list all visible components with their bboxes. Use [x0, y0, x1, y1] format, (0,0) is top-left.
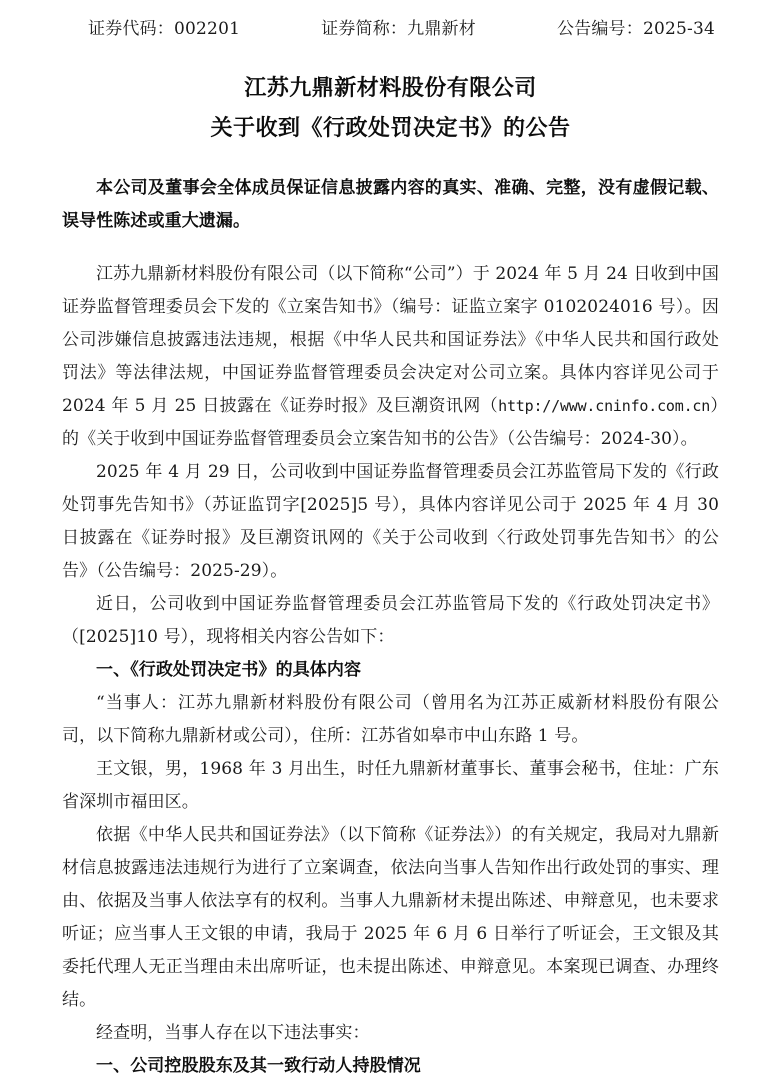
- disclaimer-statement: 本公司及董事会全体成员保证信息披露内容的真实、准确、完整，没有虚假记载、误导性陈述或重大遗漏。: [62, 178, 719, 231]
- announcement-number-label: 公告编号：: [556, 19, 643, 39]
- security-code: [88, 14, 240, 44]
- paragraph-case-filing-part2: ）的《关于收到中国证券监督管理委员会立案告知书的公告》（公告编号：2024-30）。: [62, 396, 719, 449]
- announcement-number: [557, 14, 715, 44]
- paragraph-decision-received: 近日，公司收到中国证券监督管理委员会江苏监管局下发的《行政处罚决定书》（[2025]10 号），现将相关内容公告如下：: [62, 594, 719, 647]
- paragraph-prior-notice: 2025 年 4 月 29 日，公司收到中国证券监督管理委员会江苏监管局下发的《行政处罚事先告知书》（苏证监罚字[2025]5 号），具体内容详见公司于 2025 年 4 月 30 日披露在《证券时报》及巨潮资讯网的《关于公司收到〈行政处罚事先告知书〉的公告》（公告编号：2025-29）。: [62, 462, 719, 581]
- page-title: [62, 70, 719, 148]
- security-name-label: 证券简称：: [321, 19, 408, 39]
- section-heading-decision-content: 一、《行政处罚决定书》的具体内容: [96, 660, 362, 680]
- security-code-value: 002201: [174, 19, 241, 39]
- paragraph-party-company: “当事人：江苏九鼎新材料股份有限公司（曾用名为江苏正威新材料股份有限公司，以下简称九鼎新材或公司），住所：江苏省如皋市中山东路 1 号。: [62, 693, 719, 746]
- paragraph-findings-intro: 经查明，当事人存在以下违法事实：: [96, 1023, 370, 1043]
- paragraph-party-individual: 王文银，男，1968 年 3 月出生，时任九鼎新材董事长、董事会秘书，住址：广东省深圳市福田区。: [62, 759, 719, 812]
- title-line-company: 江苏九鼎新材料股份有限公司: [244, 76, 537, 101]
- document-content: [62, 0, 719, 1083]
- paragraph-investigation-basis: 依据《中华人民共和国证券法》（以下简称《证券法》）的有关规定，我局对九鼎新材信息披露违法违规行为进行了立案调查，依法向当事人告知作出行政处罚的事实、理由、依据及当事人依法享有的权利。当事人九鼎新材未提出陈述、申辩意见，也未要求听证；应当事人王文银的申请，我局于 2025 年 6 月 6 日举行了听证会，王文银及其委托代理人无正当理由未出席听证，也未提出陈述、申辩意见。本案现已调查、办理终结。: [62, 825, 719, 1010]
- cninfo-url: http://www.cninfo.com.cn: [498, 397, 711, 415]
- header-code-line: [62, 0, 719, 44]
- security-name-value: 九鼎新材: [407, 19, 476, 39]
- security-code-label: 证券代码：: [88, 19, 174, 39]
- announcement-number-value: 2025-34: [642, 19, 715, 39]
- paragraph-case-filing-part1: 江苏九鼎新材料股份有限公司（以下简称“公司”）于 2024 年 5 月 24 日收到中国证券监督管理委员会下发的《立案告知书》（编号：证监立案字 0102024016 号）。因公司涉嫌信息披露违法违规，根据《中华人民共和国证券法》《中华人民共和国行政处罚法》等法律法规，中国证券监督管理委员会决定对公司立案。具体内容详见公司于 2024 年 5 月 25 日披露在《证券时报》及巨潮资讯网（: [62, 264, 719, 416]
- title-line-subject: 关于收到《行政处罚决定书》的公告: [210, 116, 571, 141]
- security-name: [321, 14, 476, 44]
- section-heading-shareholding: 一、公司控股股东及其一致行动人持股情况: [96, 1056, 421, 1076]
- paragraph-case-filing: [62, 258, 719, 456]
